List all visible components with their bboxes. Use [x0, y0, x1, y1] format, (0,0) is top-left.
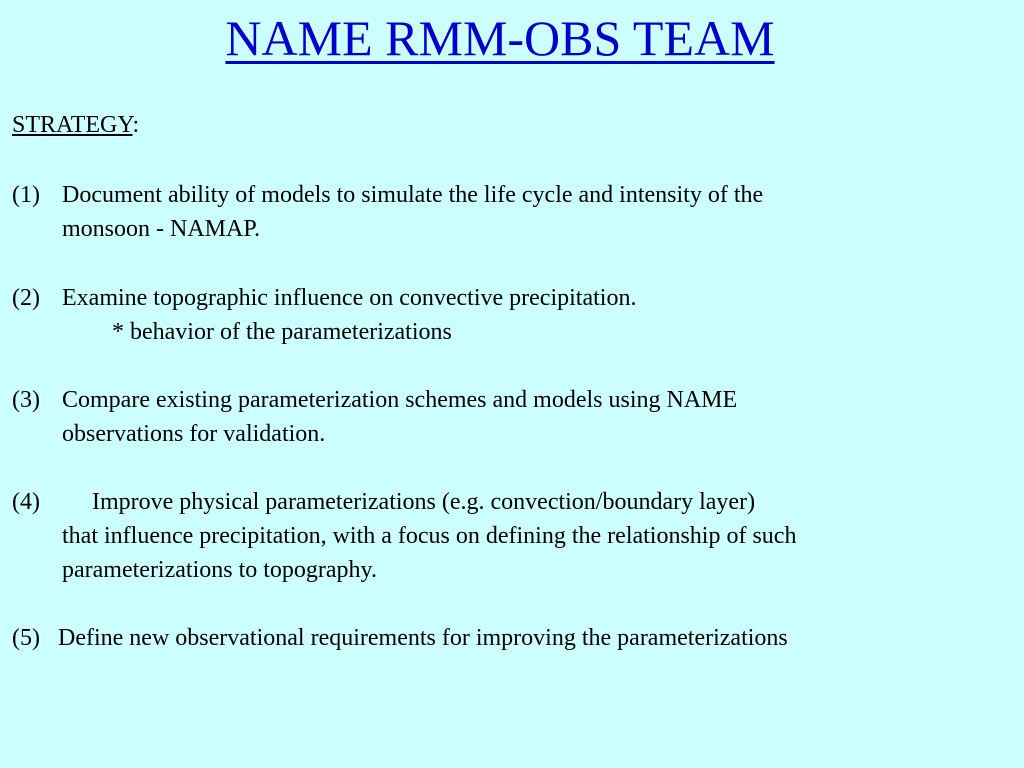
- strategy-label: STRATEGY: [12, 112, 133, 138]
- item-text-line: monsoon - NAMAP.: [62, 216, 261, 242]
- item-text-line: that influence precipitation, with a focus on defining the relationship of such: [62, 523, 797, 549]
- item-sub-bullet: * behavior of the parameterizations: [112, 319, 452, 345]
- item-text-line: Define new observational requirements for improving the parameterizations: [58, 625, 788, 651]
- item-text-line: Improve physical parameterizations (e.g. convection/boundary layer): [92, 489, 756, 515]
- item-number: (1): [12, 182, 40, 208]
- item-text-line: parameterizations to topography.: [62, 557, 377, 583]
- slide-title: NAME RMM-OBS TEAM: [225, 10, 775, 66]
- item-text-line: Examine topographic influence on convective precipitation.: [62, 285, 637, 311]
- item-text-line: observations for validation.: [62, 421, 326, 447]
- item-number: (2): [12, 285, 40, 311]
- item-number: (5): [12, 625, 40, 651]
- strategy-colon: :: [132, 112, 140, 138]
- item-number: (3): [12, 387, 40, 413]
- item-number: (4): [12, 489, 40, 515]
- item-text-line: Document ability of models to simulate the life cycle and intensity of the: [62, 182, 764, 208]
- item-text-line: Compare existing parameterization schemes and models using NAME: [62, 387, 738, 413]
- strategy-heading: [12, 110, 139, 140]
